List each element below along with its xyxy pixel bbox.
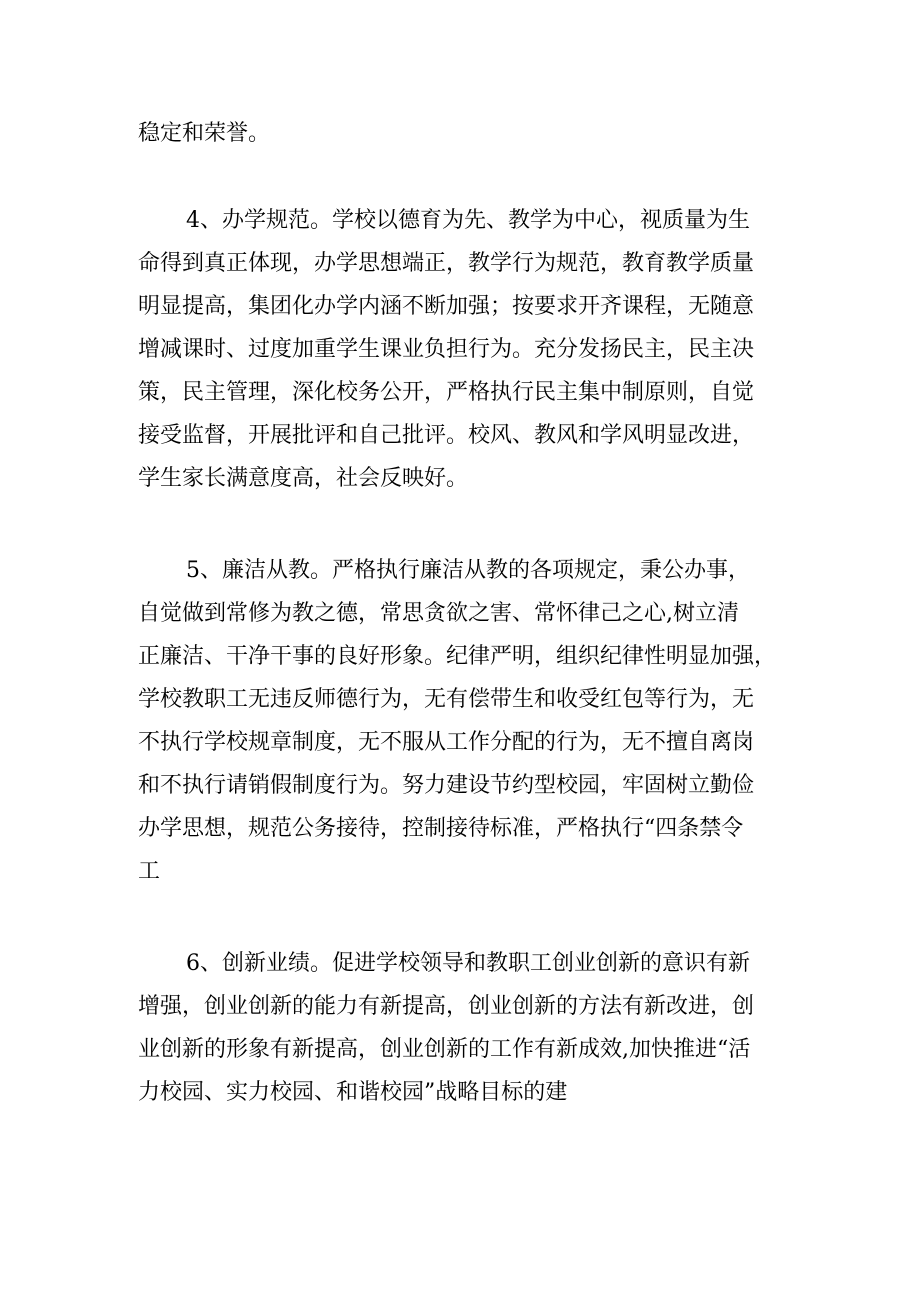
paragraph-line: 业创新的形象有新提高，创业创新的工作有新成效,加快推进“活 bbox=[138, 1037, 751, 1062]
paragraph-line: 明显提高，集团化办学内涵不断加强；按要求开齐课程，无随意 bbox=[138, 294, 755, 319]
paragraph-line: 正廉洁、干净干事的良好形象。纪律严明，组织纪律性明显加强， bbox=[138, 644, 777, 669]
paragraph-line: 增强，创业创新的能力有新提高，创业创新的方法有新改进，创 bbox=[138, 994, 755, 1019]
paragraph-line: 不执行学校规章制度，无不服从工作分配的行为，无不擅自离岗 bbox=[138, 730, 755, 755]
paragraph-line: 和不执行请销假制度行为。努力建设节约型校园，牢固树立勤俭 bbox=[138, 773, 755, 798]
paragraph-line: 策，民主管理，深化校务公开，严格执行民主集中制原则，自觉 bbox=[138, 380, 755, 405]
paragraph-line: 学校教职工无违反师德行为，无有偿带生和收受红包等行为，无 bbox=[138, 687, 755, 712]
paragraph-line: 命得到真正体现，办学思想端正，教学行为规范，教育教学质量 bbox=[138, 251, 755, 276]
paragraph-line: 增减课时、过度加重学生课业负担行为。充分发扬民主，民主决 bbox=[138, 337, 755, 362]
paragraph-4-standardized-schooling bbox=[138, 199, 798, 500]
paragraph-line: 办学思想，规范公务接待，控制接待标准，严格执行“四条禁令 bbox=[138, 816, 744, 841]
paragraph-line: 接受监督，开展批评和自己批评。校风、教风和学风明显改进， bbox=[138, 423, 755, 448]
paragraph-line: 4、办学规范。学校以德育为先、教学为中心，视质量为生 bbox=[186, 208, 750, 233]
paragraph-line: 自觉做到常修为教之德，常思贪欲之害、常怀律己之心,树立清 bbox=[138, 601, 739, 626]
paragraph-5-integrity-in-teaching bbox=[138, 549, 798, 893]
paragraph-6-innovation-achievements bbox=[138, 942, 798, 1114]
paragraph-line: 5、廉洁从教。严格执行廉洁从教的各项规定，秉公办事， bbox=[186, 558, 750, 583]
paragraph-line: 学生家长满意度高，社会反映好。 bbox=[138, 466, 469, 491]
paragraph-line: 稳定和荣誉。 bbox=[138, 121, 271, 146]
paragraph-intro bbox=[138, 112, 798, 155]
paragraph-line: 工 bbox=[138, 859, 161, 884]
paragraph-line: 6、创新业绩。促进学校领导和教职工创业创新的意识有新 bbox=[186, 951, 750, 976]
paragraph-line: 力校园、实力校园、和谐校园”战略目标的建 bbox=[138, 1080, 568, 1105]
